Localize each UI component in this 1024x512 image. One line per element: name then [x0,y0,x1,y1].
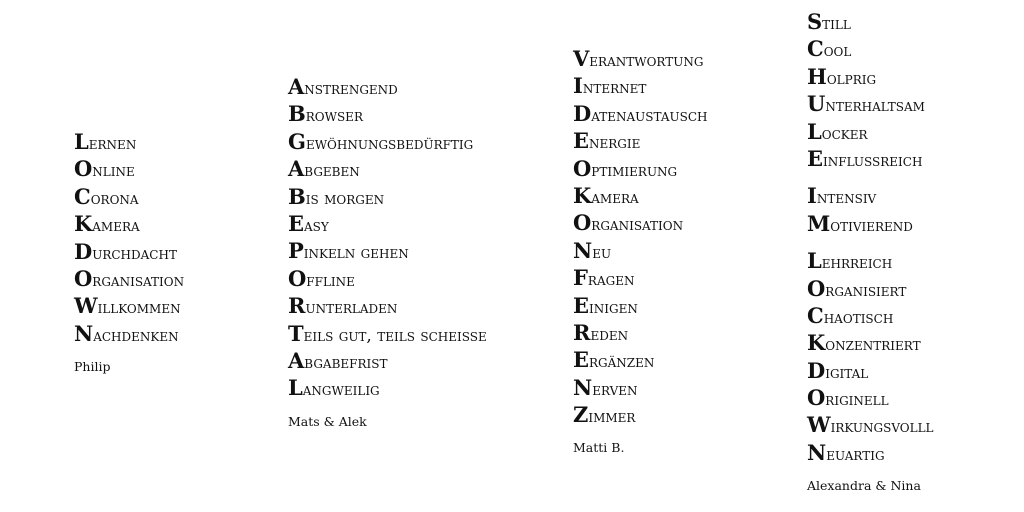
line-rest: ewöhnungsbedürftig [305,133,474,154]
poem-line [807,182,934,209]
acrostic-poem-videokonferenz [573,45,708,455]
poem-lines [807,8,934,466]
initial-letter: R [573,319,591,345]
poem-line [807,439,934,466]
line-rest: atenaustausch [591,105,708,126]
initial-letter: L [807,248,822,274]
initial-letter: N [573,237,593,263]
poem-line [74,292,184,319]
line-rest: till [822,14,851,34]
initial-letter: B [288,183,306,209]
poem-line [573,319,708,346]
poem-line [807,247,934,274]
initial-letter: B [288,101,306,127]
initial-letter: O [807,385,826,411]
initial-letter: A [288,156,305,182]
initial-letter: N [74,320,94,346]
initial-letter: E [288,210,305,236]
initial-letter: I [573,73,583,99]
initial-letter: L [74,129,89,154]
poem-line [573,127,708,154]
line-rest: is morgen [305,188,385,209]
line-rest: rganisation [591,215,684,236]
poem-line [807,384,934,411]
poem-line [573,209,708,236]
poem-lines [573,45,708,428]
line-rest: immer [588,407,636,428]
poem-line [807,90,934,117]
initial-letter: D [573,100,592,126]
poem-line [807,210,934,237]
line-rest: nline [92,161,135,182]
line-rest: ernen [88,134,137,154]
acrostic-poem-lockdown [74,128,184,374]
poem-line [74,128,184,155]
initial-letter: F [573,265,588,291]
poem-line [573,155,708,182]
line-rest: eu [592,242,612,263]
poem-line [74,320,184,347]
initial-letter: A [288,347,305,373]
initial-letter: L [288,375,303,401]
poem-line [288,73,487,100]
line-rest: ocker [821,123,868,144]
line-rest: rgänzen [589,352,655,373]
poem-line [573,374,708,401]
acrostic-poem-schule-im-lockdown [807,8,934,493]
initial-letter: V [573,46,590,71]
initial-letter: C [807,302,824,328]
line-rest: illkommen [97,298,181,319]
initial-letter: K [573,182,592,208]
poem-line [807,275,934,302]
initial-letter: W [807,412,831,438]
initial-letter: D [807,357,826,383]
line-rest: erven [592,379,638,400]
line-rest: achdenken [93,325,179,346]
line-rest: inkeln gehen [303,243,409,264]
poem-line [573,45,708,72]
line-rest: amera [591,187,639,208]
poem-line [807,118,934,145]
poem-line [74,265,184,292]
poem-line [288,320,487,347]
initial-letter: O [573,210,592,236]
poem-line [807,411,934,438]
line-rest: euartig [826,444,885,465]
line-rest: rganisiert [825,280,907,301]
initial-letter: O [74,156,93,182]
poem-line [288,237,487,264]
poem-lines [288,73,487,402]
poem-line [807,302,934,329]
initial-letter: L [807,118,822,144]
line-rest: haotisch [823,307,894,328]
initial-letter: E [573,347,590,373]
line-rest: riginell [825,390,889,411]
line-rest: nternet [582,78,647,99]
poem-line [573,182,708,209]
line-rest: rganisation [92,270,185,291]
poem-line [74,155,184,182]
poem-line [573,72,708,99]
initial-letter: O [807,275,826,301]
line-rest: inigen [589,297,638,318]
poem-line [288,292,487,319]
line-rest: igital [825,362,869,383]
initial-letter: U [807,91,826,117]
poem-line [573,292,708,319]
line-rest: rowser [305,106,363,127]
initial-letter: K [807,330,826,356]
poem-line [288,183,487,210]
line-rest: ool [823,41,852,62]
poem-author: Mats & Alek [288,413,367,429]
initial-letter: N [573,374,593,400]
line-rest: bgeben [304,161,360,182]
acrostic-poem-abgabeportal [288,73,487,429]
poem-line [288,265,487,292]
poem-line [288,374,487,401]
poem-line [288,155,487,182]
poem-author: Alexandra & Nina [807,478,921,494]
line-rest: ptimierung [591,160,678,181]
line-rest: erantwortung [589,51,704,71]
initial-letter: M [807,210,831,236]
poem-line [807,35,934,62]
initial-letter: E [573,128,590,154]
poem-line [807,329,934,356]
line-rest: ragen [587,270,635,291]
initial-letter: W [74,293,98,319]
initial-letter: N [807,439,827,465]
poem-line [288,347,487,374]
poem-line [807,63,934,90]
poem-line [74,210,184,237]
initial-letter: C [74,183,91,209]
initial-letter: H [807,63,827,89]
initial-letter: Z [573,402,589,428]
line-rest: eils gut, teils scheiße [303,325,487,346]
initial-letter: A [288,74,305,99]
line-rest: unterladen [305,298,398,319]
line-rest: influssreich [823,150,923,171]
initial-letter: O [74,265,93,291]
line-rest: olprig [826,68,877,89]
poem-line [74,183,184,210]
initial-letter: P [288,238,304,264]
poem-line [288,100,487,127]
line-rest: ehrreich [821,253,893,274]
line-rest: nterhaltsam [825,96,925,117]
initial-letter: K [74,211,93,237]
initial-letter: E [573,292,590,318]
initial-letter: D [74,238,93,264]
line-rest: nergie [589,133,641,154]
poem-line [74,238,184,265]
line-rest: nstrengend [304,79,398,99]
line-rest: amera [92,216,140,237]
initial-letter: S [807,9,823,34]
initial-letter: T [288,320,304,346]
initial-letter: C [807,36,824,62]
line-rest: ntensiv [816,188,877,209]
initial-letter: G [288,128,306,154]
initial-letter: O [573,155,592,181]
poem-line [573,100,708,127]
poem-line [807,8,934,35]
line-rest: ffline [306,270,355,291]
initial-letter: O [288,265,307,291]
line-rest: asy [304,215,329,236]
poem-lines [74,128,184,347]
line-rest: onzentriert [825,335,921,356]
initial-letter: E [807,145,824,171]
line-rest: angweilig [302,380,380,401]
line-rest: bgabefrist [304,352,388,373]
initial-letter: I [807,183,817,209]
poem-line [573,401,708,428]
poem-line [573,264,708,291]
line-rest: otivierend [830,215,913,236]
poem-line [807,145,934,172]
poem-line [573,346,708,373]
line-rest: eden [590,324,629,345]
poem-author: Matti B. [573,440,625,456]
line-rest: urchdacht [92,243,177,264]
poem-line [807,357,934,384]
poem-author: Philip [74,359,111,375]
line-rest: orona [90,188,139,209]
initial-letter: R [288,293,306,319]
poem-line [573,237,708,264]
poem-line [288,128,487,155]
poem-line [288,210,487,237]
line-rest: irkungsvolll [830,417,934,438]
